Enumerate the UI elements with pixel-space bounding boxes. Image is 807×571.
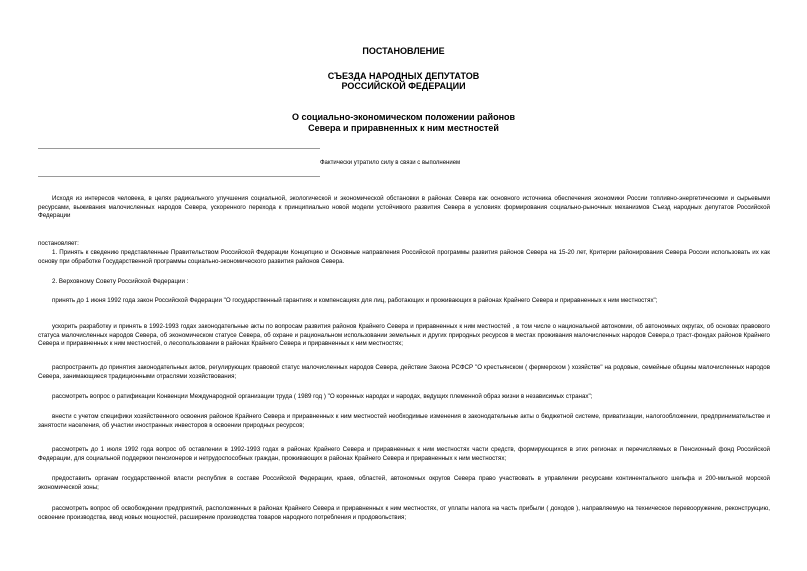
issuer-line-1: СЪЕЗДА НАРОДНЫХ ДЕПУТАТОВ <box>327 71 480 81</box>
clause-2-item: рассмотреть вопрос об освобождении предприятий, расположенных в районах Крайнего Севера и приравненных к ним местностях, от уплаты налога на часть прибыли ( доходов ), направляемую на техническое перевооружение, реконструкцию, освоение производства, ввод новых мощностей, расширение производства товаров народного потребления и продовольствия; <box>38 505 770 521</box>
clause-1: 1. Принять к сведению представленные Правительством Российской Федерации Концепцию и Основные направления Российской программы развития районов Севера на 15-20 лет, Критерии районирования Севера России использовать их как основу при обработке Государственной программы социально-экономического развития районов Севера. <box>38 249 770 265</box>
document-title-line-1: О социально-экономическом положении районов <box>291 112 516 122</box>
clause-2-item: рассмотреть вопрос о ратификации Конвенции Международной организации труда ( 1989 год ) "О коренных народах и народах, ведущих племенной образ жизни в независимых странах"; <box>52 393 593 400</box>
clause-2: 2. Верховному Совету Российской Федерации : <box>52 278 189 285</box>
clause-2-item: распространить до принятия законодательных актов, регулирующих правовой статус малочисленных народов Севера, действие Закона РСФСР "О крестьянском ( фермерском ) хозяйстве" на родовые, семейные общины малочисленных народов Севера, занимающиеся традиционными отраслями хозяйствования; <box>38 364 770 380</box>
clause-2-item: ускорить разработку и принять в 1992-1993 годах законодательные акты по вопросам развития районов Крайнего Севера и приравненных к ним местностей , в том числе о национальной автономии, об автономных округах, об основах правового статуса малочисленных народов Севера, об экономическом статусе Севера, об охране и рациональном использовании земельных и других природных ресурсов в местах проживания малочисленных народов Севера,о траст-фондах районов Крайнего Севера и приравненных к ним местностей, о лесопользовании в районах Крайнего Севера и приравненных к ним местностях; <box>38 323 770 348</box>
status-note: Фактически утратило силу в связи с выполнением <box>320 160 461 166</box>
document-title-line-2: Севера и приравненных к ним местностей <box>308 123 499 133</box>
clause-2-item: рассмотреть до 1 июля 1992 года вопрос об оставлении в 1992-1993 годах в районах Крайнего Севера и приравненных к ним местностях части средств, формирующихся в этих регионах и перечисляемых в Пенсионный фонд Российской Федерации, для социальной поддержки пенсионеров и нетрудоспособных граждан, проживающих в районах Крайнего Севера и приравненных к ним местностях; <box>38 446 770 462</box>
resolution-word: постановляет: <box>38 240 79 247</box>
clause-2-item: внести с учетом специфики хозяйственного освоения районов Крайнего Севера и приравненных к ним местностей необходимые изменения в законодательные акты о бюджетной системе, приватизации, налогообложении, предпринимательстве и занятости населения, об участии иностранных инвесторов в освоении природных ресурсов; <box>38 413 770 429</box>
issuer-line-2: РОССИЙСКОЙ ФЕДЕРАЦИИ <box>341 81 466 91</box>
divider-bottom <box>38 176 320 177</box>
clause-2-item: предоставить органам государственной власти республик в составе Российской Федерации, краев, областей, автономных округов Севера право участвовать в управлении ресурсами континентального шельфа и 200-мильной морской экономической зоны; <box>38 475 770 491</box>
preamble-paragraph: Исходя из интересов человека, в целях радикального улучшения социальной, экологической и экономической обстановки в районах Севера как основного источника обеспечения экономики России топливно-энергетическими и сырьевыми ресурсами, выживания малочисленных народов Севера, ускоренного перехода к принципиально новой модели устойчивого развития Севера в условиях формирования социально-рыночных механизмов Съезд народных депутатов Российской Федерации <box>38 195 770 220</box>
clause-2-item: принять до 1 июня 1992 года закон Российской Федерации "О государственный гарантиях и компенсациях для лиц, работающих и проживающих в районах Крайнего Севера и приравненных к ним местностях"; <box>52 297 658 304</box>
document-type-title: ПОСТАНОВЛЕНИЕ <box>362 46 445 56</box>
divider-top <box>38 148 320 149</box>
